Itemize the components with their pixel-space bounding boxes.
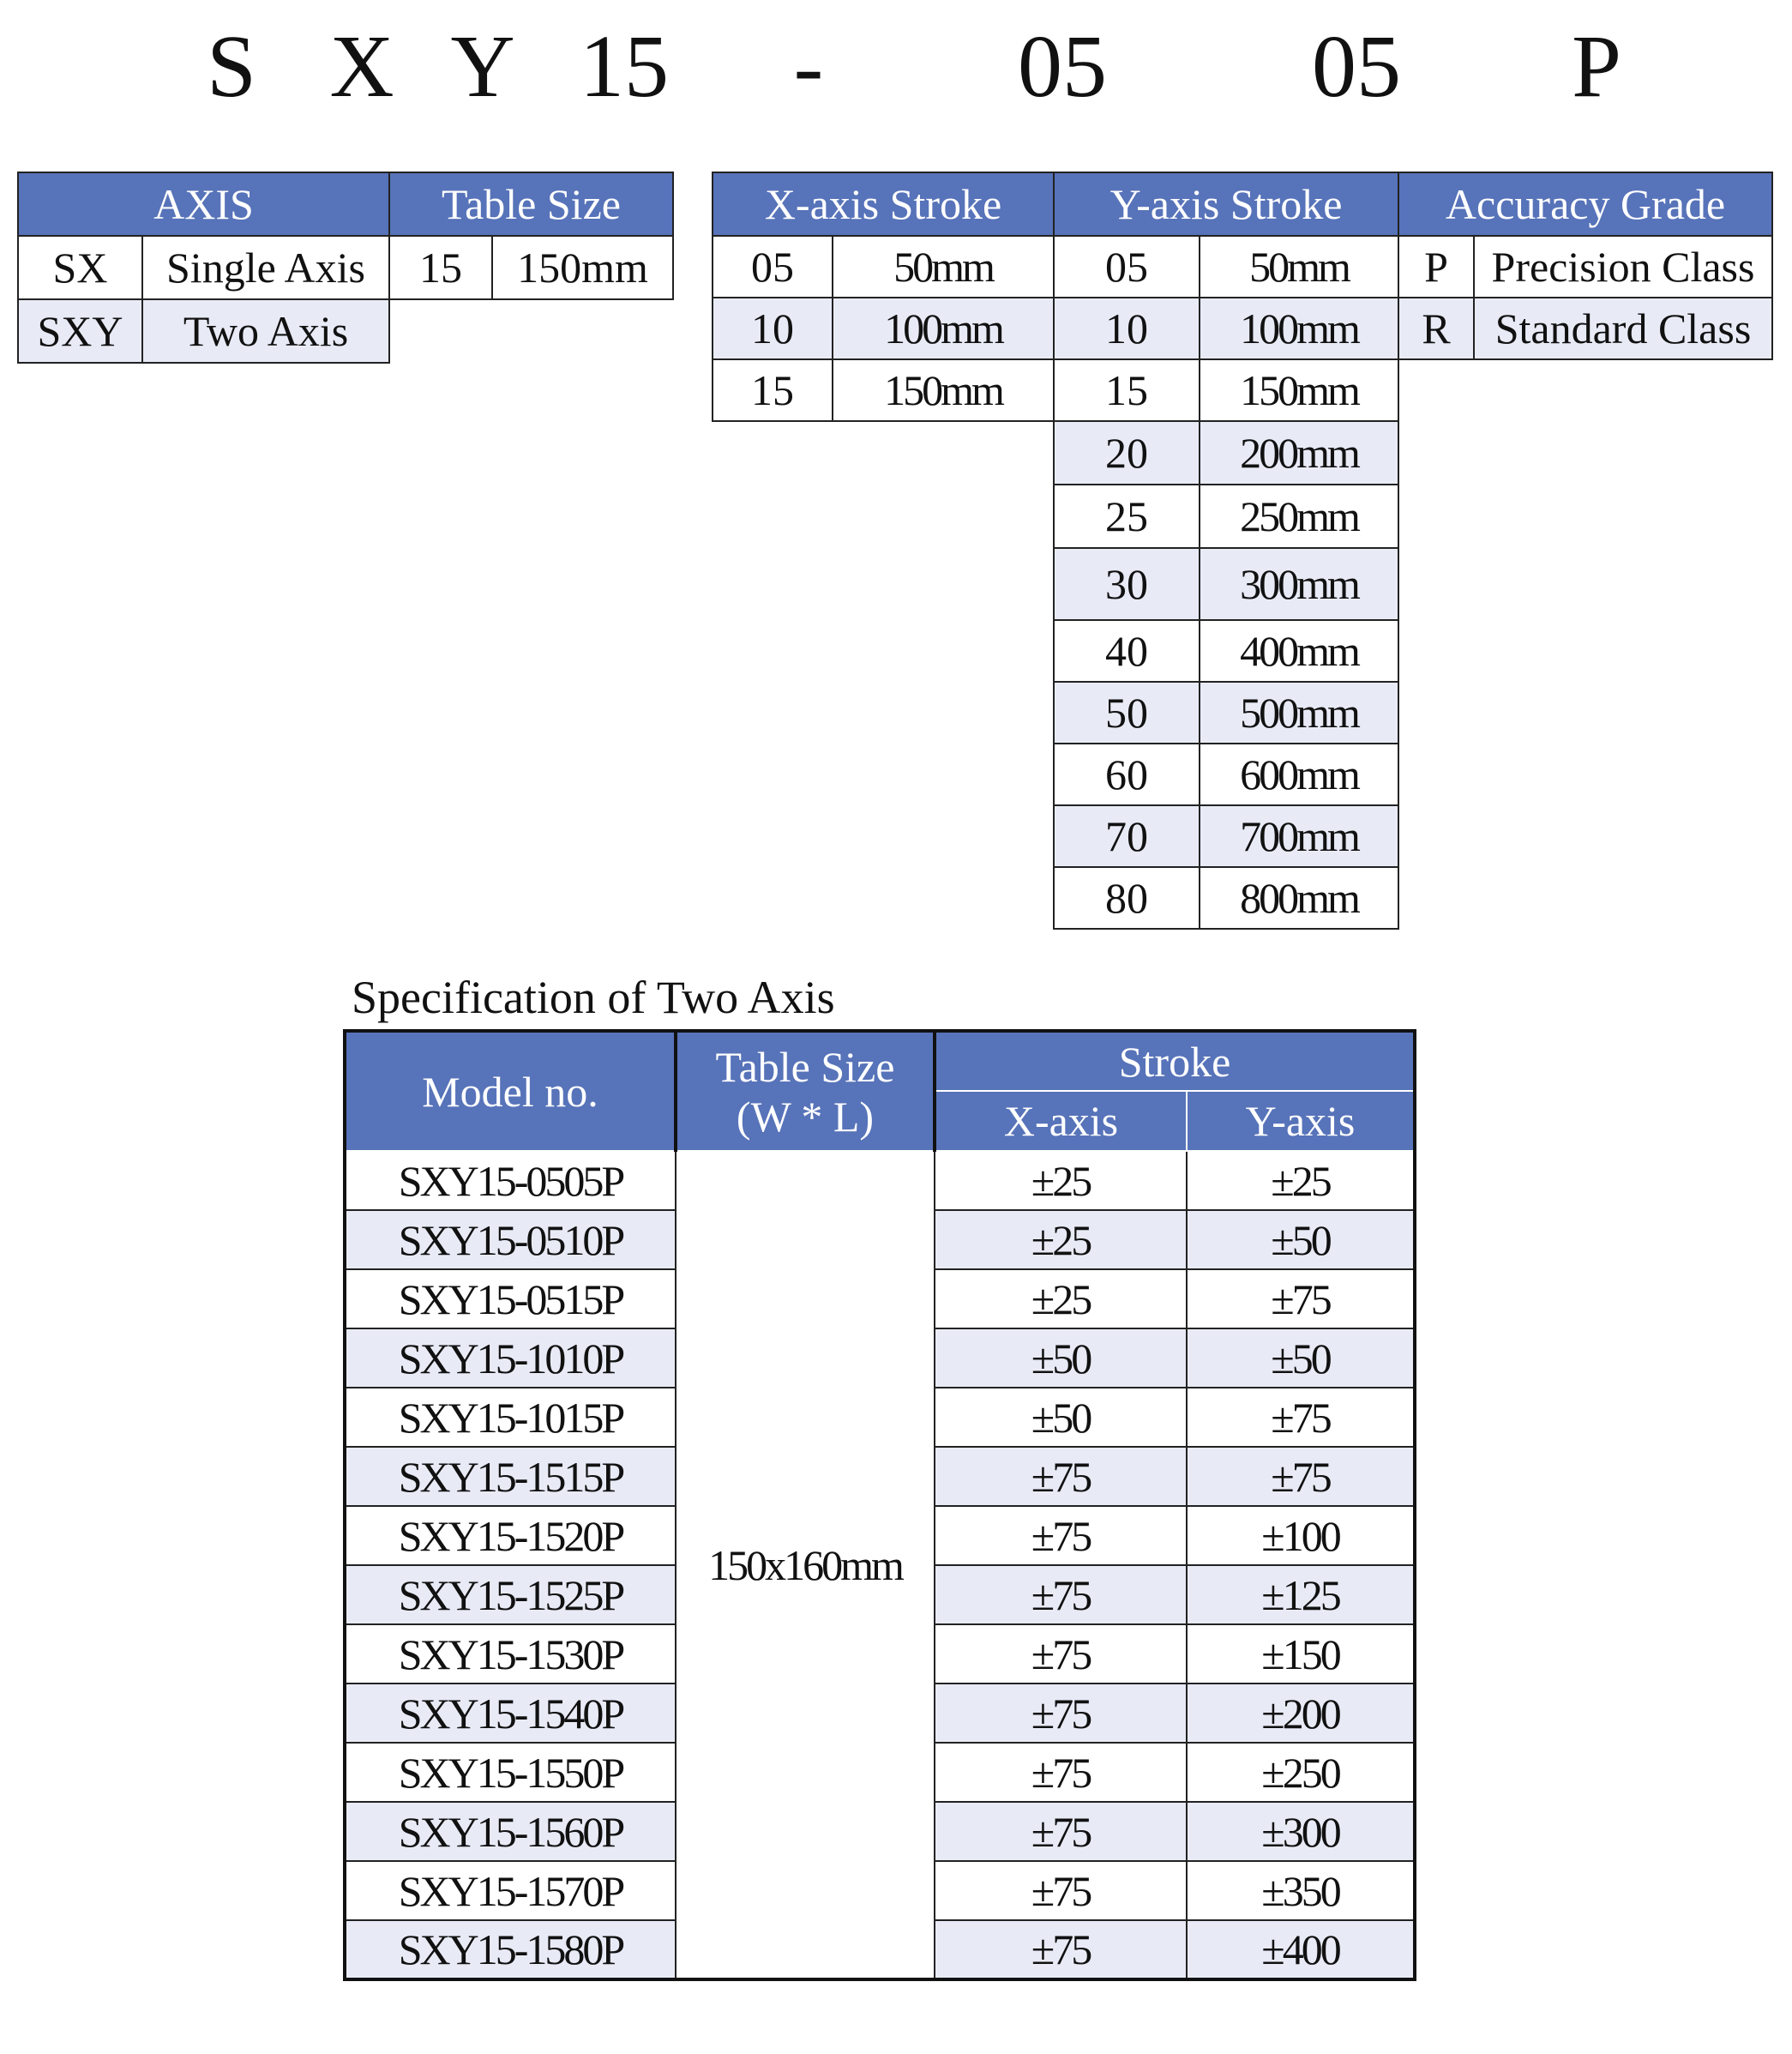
axis-header: AXIS	[18, 172, 389, 236]
x-axis-stroke: ±75	[935, 1802, 1187, 1861]
y-stroke-code: 20	[1054, 421, 1200, 485]
model-no: SXY15-1570P	[345, 1861, 676, 1920]
x-axis-stroke: ±75	[935, 1920, 1187, 1979]
stroke-table-row	[713, 548, 1772, 620]
y-stroke-code: 25	[1054, 485, 1200, 548]
x-axis-stroke: ±25	[935, 1210, 1187, 1269]
x-stroke-code: 10	[713, 298, 833, 359]
x-axis-stroke: ±75	[935, 1743, 1187, 1802]
stroke-table	[712, 172, 1773, 930]
y-stroke-code: 05	[1054, 236, 1200, 298]
model-no: SXY15-0515P	[345, 1269, 676, 1328]
stroke-table-row	[713, 620, 1772, 682]
y-axis-stroke: ±50	[1187, 1210, 1415, 1269]
stroke-table-row	[713, 867, 1772, 929]
x-axis-stroke: ±25	[935, 1269, 1187, 1328]
stroke-table-row	[713, 744, 1772, 805]
y-stroke-code: 60	[1054, 744, 1200, 805]
code-char-series-s: S	[207, 17, 256, 116]
empty-cell	[713, 744, 1054, 805]
stroke-table-row	[713, 682, 1772, 744]
y-axis-stroke: ±75	[1187, 1388, 1415, 1447]
y-stroke-code: 30	[1054, 548, 1200, 620]
empty-cell	[713, 805, 1054, 867]
y-stroke-value: 500mm	[1200, 682, 1398, 744]
empty-cell	[713, 485, 1054, 548]
y-stroke-code: 10	[1054, 298, 1200, 359]
x-axis-stroke: ±75	[935, 1447, 1187, 1506]
x-stroke-header: X-axis Stroke	[713, 172, 1054, 236]
y-stroke-code: 15	[1054, 359, 1200, 421]
x-axis-stroke: ±75	[935, 1684, 1187, 1743]
y-stroke-value: 400mm	[1200, 620, 1398, 682]
table-size-code: 15	[389, 236, 492, 299]
empty-cell	[1398, 867, 1772, 929]
axis-table	[17, 172, 674, 364]
model-no: SXY15-1015P	[345, 1388, 676, 1447]
model-no: SXY15-1560P	[345, 1802, 676, 1861]
spec-table	[343, 1029, 1416, 1981]
y-axis-stroke: ±400	[1187, 1920, 1415, 1979]
model-no: SXY15-1010P	[345, 1328, 676, 1388]
table-size-label: Table Size	[715, 1042, 895, 1091]
empty-cell	[713, 620, 1054, 682]
x-axis-stroke: ±50	[935, 1328, 1187, 1388]
y-axis-stroke: ±75	[1187, 1447, 1415, 1506]
axis-code-sxy: SXY	[18, 299, 142, 363]
y-stroke-value: 700mm	[1200, 805, 1398, 867]
y-stroke-code: 40	[1054, 620, 1200, 682]
y-axis-stroke: ±125	[1187, 1565, 1415, 1624]
code-char-size: 15	[580, 17, 669, 116]
y-stroke-code: 70	[1054, 805, 1200, 867]
table-size-wl-header	[676, 1031, 935, 1151]
y-axis-stroke: ±350	[1187, 1861, 1415, 1920]
y-stroke-value: 800mm	[1200, 867, 1398, 929]
stroke-table-row	[713, 421, 1772, 485]
table-size-value: 150x160mm	[676, 1151, 935, 1979]
axis-desc-single: Single Axis	[142, 236, 389, 299]
x-axis-stroke: ±75	[935, 1624, 1187, 1684]
empty-cell	[1398, 421, 1772, 485]
grade-code: R	[1398, 298, 1474, 359]
x-axis-stroke: ±50	[935, 1388, 1187, 1447]
stroke-table-row	[713, 485, 1772, 548]
axis-desc-two: Two Axis	[142, 299, 389, 363]
x-axis-header: X-axis	[935, 1091, 1187, 1151]
x-stroke-value: 100mm	[833, 298, 1054, 359]
table-size-header: Table Size	[389, 172, 673, 236]
code-char-dash: -	[793, 17, 824, 116]
y-axis-stroke: ±75	[1187, 1269, 1415, 1328]
x-stroke-code: 15	[713, 359, 833, 421]
stroke-table-row	[713, 236, 1772, 298]
stroke-table-row	[713, 359, 1772, 421]
empty-cell	[1398, 620, 1772, 682]
empty-cell	[1398, 744, 1772, 805]
model-no: SXY15-1530P	[345, 1624, 676, 1684]
x-stroke-code: 05	[713, 236, 833, 298]
table-size-unit-label: (W * L)	[736, 1092, 875, 1141]
y-axis-stroke: ±100	[1187, 1506, 1415, 1565]
y-stroke-value: 250mm	[1200, 485, 1398, 548]
y-axis-stroke: ±250	[1187, 1743, 1415, 1802]
empty-cell	[713, 682, 1054, 744]
y-axis-header: Y-axis	[1187, 1091, 1415, 1151]
grade-code: P	[1398, 236, 1474, 298]
model-no: SXY15-1550P	[345, 1743, 676, 1802]
x-axis-stroke: ±75	[935, 1565, 1187, 1624]
y-axis-stroke: ±25	[1187, 1151, 1415, 1210]
spec-caption: Specification of Two Axis	[352, 972, 835, 1023]
x-axis-stroke: ±25	[935, 1151, 1187, 1210]
empty-cell	[1398, 485, 1772, 548]
code-char-series-x: X	[329, 17, 394, 116]
empty-cell	[1398, 805, 1772, 867]
y-stroke-value: 150mm	[1200, 359, 1398, 421]
empty-cell	[1398, 682, 1772, 744]
y-stroke-code: 80	[1054, 867, 1200, 929]
y-axis-stroke: ±200	[1187, 1684, 1415, 1743]
stroke-table-row	[713, 298, 1772, 359]
y-stroke-header: Y-axis Stroke	[1054, 172, 1398, 236]
spec-row	[345, 1151, 1415, 1210]
grade-desc: Precision Class	[1474, 236, 1772, 298]
x-stroke-value: 150mm	[833, 359, 1054, 421]
y-stroke-code: 50	[1054, 682, 1200, 744]
code-char-y-stroke: 05	[1312, 17, 1401, 116]
y-stroke-value: 300mm	[1200, 548, 1398, 620]
model-no: SXY15-1525P	[345, 1565, 676, 1624]
empty-cell	[1398, 548, 1772, 620]
y-stroke-value: 200mm	[1200, 421, 1398, 485]
model-no: SXY15-1520P	[345, 1506, 676, 1565]
y-stroke-value: 50mm	[1200, 236, 1398, 298]
model-no: SXY15-0510P	[345, 1210, 676, 1269]
accuracy-grade-header: Accuracy Grade	[1398, 172, 1772, 236]
empty-cell	[1398, 359, 1772, 421]
x-axis-stroke: ±75	[935, 1861, 1187, 1920]
code-char-series-y: Y	[450, 17, 515, 116]
empty-cell	[389, 299, 673, 363]
y-stroke-value: 100mm	[1200, 298, 1398, 359]
y-stroke-value: 600mm	[1200, 744, 1398, 805]
y-axis-stroke: ±150	[1187, 1624, 1415, 1684]
model-no-header: Model no.	[345, 1031, 676, 1151]
empty-cell	[713, 548, 1054, 620]
empty-cell	[713, 867, 1054, 929]
x-stroke-value: 50mm	[833, 236, 1054, 298]
model-no: SXY15-0505P	[345, 1151, 676, 1210]
y-axis-stroke: ±50	[1187, 1328, 1415, 1388]
model-no: SXY15-1540P	[345, 1684, 676, 1743]
x-axis-stroke: ±75	[935, 1506, 1187, 1565]
model-no: SXY15-1580P	[345, 1920, 676, 1979]
grade-desc: Standard Class	[1474, 298, 1772, 359]
empty-cell	[713, 421, 1054, 485]
axis-code-sx: SX	[18, 236, 142, 299]
code-char-x-stroke: 05	[1018, 17, 1107, 116]
table-size-value: 150mm	[492, 236, 673, 299]
code-char-grade: P	[1572, 17, 1621, 116]
model-no: SXY15-1515P	[345, 1447, 676, 1506]
stroke-header: Stroke	[935, 1031, 1415, 1091]
stroke-table-row	[713, 805, 1772, 867]
y-axis-stroke: ±300	[1187, 1802, 1415, 1861]
